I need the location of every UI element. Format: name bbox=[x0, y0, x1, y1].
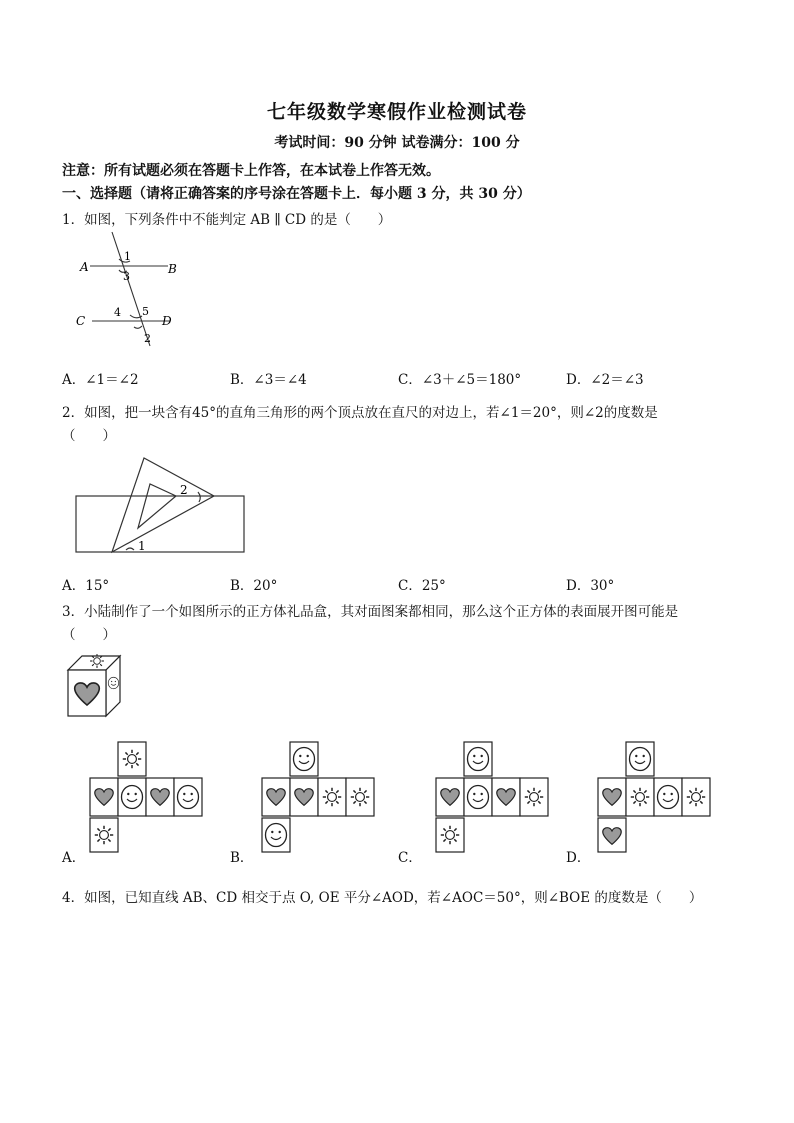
cube-smile-icon bbox=[108, 677, 119, 689]
q1-option-a[interactable]: A．∠1＝∠2 bbox=[62, 372, 139, 388]
q2-option-a[interactable]: A．15° bbox=[62, 578, 110, 594]
net-a-smile-icon bbox=[122, 786, 143, 809]
q3-option-b[interactable]: B． bbox=[230, 850, 254, 866]
net-b bbox=[260, 740, 380, 856]
q2-option-d[interactable]: D．30° bbox=[566, 578, 615, 594]
net-a-sun-icon bbox=[95, 826, 113, 844]
question-3-cube bbox=[62, 650, 134, 718]
net-b-sun-icon bbox=[323, 788, 341, 806]
q1-label-A: A bbox=[80, 260, 89, 274]
page-title: 七年级数学寒假作业检测试卷 bbox=[266, 101, 527, 123]
question-1-text: 1．如图，下列条件中不能判定 AB ∥ CD 的是（ ） bbox=[62, 212, 392, 228]
q1-option-d[interactable]: D．∠2＝∠3 bbox=[566, 372, 644, 388]
notice: 注意：所有试题必须在答题卡上作答，在本试卷上作答无效。 bbox=[62, 163, 440, 179]
net-d bbox=[596, 740, 714, 856]
question-3-paren: （ ） bbox=[62, 627, 116, 643]
q2-angle-2: 2 bbox=[180, 483, 188, 497]
q3-option-d[interactable]: D． bbox=[566, 850, 591, 866]
q1-label-B: B bbox=[168, 262, 177, 276]
net-b-sun-icon bbox=[351, 788, 369, 806]
q1-label-D: D bbox=[162, 314, 172, 328]
q1-option-c[interactable]: C．∠3＋∠5＝180° bbox=[398, 372, 522, 388]
net-a-smile-icon bbox=[178, 786, 199, 809]
q1-label-C: C bbox=[76, 314, 86, 328]
net-d-smile-icon bbox=[630, 748, 651, 771]
net-d-sun-icon bbox=[687, 788, 705, 806]
q1-angle-5: 5 bbox=[142, 305, 149, 318]
net-a-sun-icon bbox=[123, 750, 141, 768]
net-c-sun-icon bbox=[441, 826, 459, 844]
question-4-text: 4．如图，已知直线 AB、CD 相交于点 O, OE 平分∠AOD，若∠AOC＝50°，则∠BOE 的度数是（ ） bbox=[62, 890, 703, 906]
question-2-figure bbox=[70, 450, 250, 560]
section-heading: 一、选择题（请将正确答案的序号涂在答题卡上．每小题 3 分，共 30 分） bbox=[62, 186, 531, 202]
q2-option-b[interactable]: B．20° bbox=[230, 578, 278, 594]
q3-option-a[interactable]: A． bbox=[62, 850, 86, 866]
net-c bbox=[434, 740, 554, 856]
exam-info: 考试时间：90 分钟 试卷满分：100 分 bbox=[274, 135, 520, 151]
net-a bbox=[88, 740, 206, 856]
q1-option-b[interactable]: B．∠3＝∠4 bbox=[230, 372, 307, 388]
net-d-smile-icon bbox=[658, 786, 679, 809]
q1-angle-1: 1 bbox=[124, 250, 131, 263]
q2-option-c[interactable]: C．25° bbox=[398, 578, 446, 594]
net-c-smile-icon bbox=[468, 786, 489, 809]
q2-angle-1: 1 bbox=[138, 539, 146, 553]
q1-angle-3: 3 bbox=[123, 270, 130, 283]
net-d-sun-icon bbox=[631, 788, 649, 806]
net-c-smile-icon bbox=[468, 748, 489, 771]
net-b-smile-icon bbox=[266, 824, 287, 847]
net-c-sun-icon bbox=[525, 788, 543, 806]
question-2-text: 2．如图，把一块含有45°的直角三角形的两个顶点放在直尺的对边上，若∠1＝20°，则∠2的度数是 bbox=[62, 405, 658, 421]
question-3-text: 3．小陆制作了一个如图所示的正方体礼品盒，其对面图案都相同，那么这个正方体的表面展开图可能是 bbox=[62, 604, 679, 620]
q3-option-c[interactable]: C． bbox=[398, 850, 422, 866]
q1-angle-4: 4 bbox=[114, 306, 121, 319]
question-2-paren: （ ） bbox=[62, 428, 116, 444]
q1-angle-2: 2 bbox=[144, 332, 151, 345]
net-b-smile-icon bbox=[294, 748, 315, 771]
question-1-figure bbox=[72, 228, 192, 353]
cube-sun-icon bbox=[90, 654, 104, 668]
